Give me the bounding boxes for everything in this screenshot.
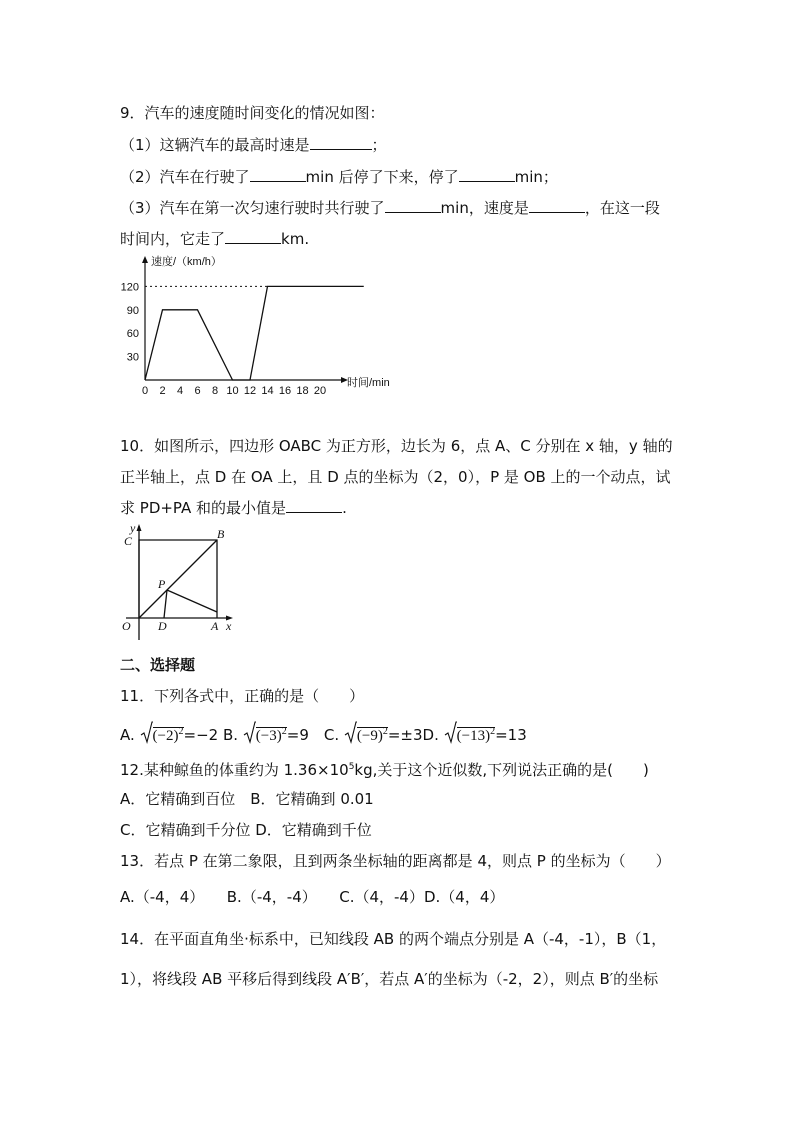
q13-stem: 13．若点 P 在第二象限，且到两条坐标轴的距离都是 4，则点 P 的坐标为（ ） bbox=[120, 852, 671, 870]
segment-pa bbox=[167, 590, 217, 612]
chart-series bbox=[145, 286, 364, 380]
q9-part1-text: （1）这辆汽车的最高时速是 bbox=[120, 136, 310, 154]
q9-blank-speed[interactable] bbox=[529, 198, 585, 213]
sqrt-icon bbox=[444, 720, 457, 752]
chart-x-tick-label: 20 bbox=[313, 385, 327, 397]
chart-x-tick-label: 2 bbox=[159, 385, 166, 397]
label-p: P bbox=[158, 577, 166, 591]
q9-part3-end: ，在这一段 bbox=[584, 199, 660, 217]
chart-x-axis-label: 时间/min bbox=[347, 377, 390, 389]
q10-line1: 10．如图所示，四边形 OABC 为正方形，边长为 6，点 A、C 分别在 x 轴，y 轴的 bbox=[120, 437, 673, 455]
q10-blank-answer[interactable] bbox=[286, 498, 342, 513]
sqrt-icon bbox=[140, 720, 153, 752]
q11-options bbox=[120, 719, 527, 745]
q11-stem: 11．下列各式中，正确的是（ ） bbox=[120, 687, 365, 705]
label-x: x bbox=[226, 619, 232, 633]
q12-exponent: 5 bbox=[348, 762, 355, 772]
chart-x-tick-label: 12 bbox=[243, 385, 257, 397]
q9-blank-distance[interactable] bbox=[225, 229, 281, 244]
q9-blank-drive-time[interactable] bbox=[250, 167, 306, 182]
chart-x-tick-label: 16 bbox=[278, 385, 292, 397]
q11-option-a-label: A. bbox=[120, 726, 135, 744]
q9-blank-stop-time[interactable] bbox=[459, 167, 515, 182]
q11-option-b-radicand bbox=[256, 727, 287, 744]
speed-time-chart bbox=[118, 252, 404, 400]
q11-a-exp: 2 bbox=[178, 726, 184, 737]
q10-line2: 正半轴上，点 D 在 OA 上，且 D 点的坐标为（2，0），P 是 OB 上的一个动点，试 bbox=[120, 468, 671, 486]
chart-speed-line bbox=[145, 286, 364, 380]
q10-line3 bbox=[120, 498, 347, 518]
q11-d-base: (−13) bbox=[456, 728, 491, 744]
q12-stem-text: 12.某种鲸鱼的体重约为 1.36×10 bbox=[120, 761, 349, 779]
q11-c-exp: 2 bbox=[382, 726, 388, 737]
label-o: O bbox=[122, 619, 131, 633]
label-c: C bbox=[124, 534, 133, 548]
q12-stem-end: kg,关于这个近似数,下列说法正确的是( ) bbox=[354, 761, 649, 779]
label-d: D bbox=[158, 619, 167, 633]
q11-option-a-radicand bbox=[153, 727, 184, 744]
chart-x-tick-label: 0 bbox=[141, 385, 149, 397]
q9-blank-uniform-time[interactable] bbox=[385, 198, 441, 213]
label-a: A bbox=[211, 619, 219, 633]
q11-d-exp: 2 bbox=[490, 726, 496, 737]
chart-y-tick-label: 60 bbox=[126, 328, 139, 341]
q9-part2-text: （2）汽车在行驶了 bbox=[120, 168, 250, 186]
q12-stem bbox=[120, 757, 649, 780]
q9-blank-max-speed[interactable] bbox=[310, 135, 372, 150]
q9-part2 bbox=[120, 167, 558, 187]
sqrt-icon bbox=[243, 720, 256, 752]
q9-part3-line2 bbox=[120, 229, 309, 249]
q9-part3-line2-text: 时间内，它走了 bbox=[120, 230, 226, 248]
chart-y-tick-label: 120 bbox=[120, 281, 139, 294]
q11-a-base: (−2) bbox=[152, 728, 179, 744]
chart-axes bbox=[142, 256, 348, 383]
chart-y-axis-label: 速度/（km/h） bbox=[151, 256, 222, 268]
chart-x-tick-label: 10 bbox=[226, 385, 239, 397]
q11-option-a-rest: =−2 B. bbox=[183, 726, 239, 744]
q9-stem: 9．汽车的速度随时间变化的情况如图： bbox=[120, 104, 385, 122]
q10-line3-end: . bbox=[342, 499, 347, 517]
q11-b-exp: 2 bbox=[281, 726, 287, 737]
label-b: B bbox=[217, 527, 225, 541]
q9-part3-line2-end: km. bbox=[281, 230, 310, 248]
q11-b-base: (−3) bbox=[255, 728, 282, 744]
square-oabc-figure bbox=[118, 520, 248, 642]
q9-part1-end: ； bbox=[371, 136, 387, 154]
q14-line1: 14．在平面直角坐·标系中，已知线段 AB 的两个端点分别是 A（-4，-1），B（1， bbox=[120, 930, 667, 948]
chart-y-arrow bbox=[142, 256, 148, 263]
chart-x-tick-label: 8 bbox=[211, 385, 219, 397]
label-y: y bbox=[130, 521, 136, 535]
y-arrow bbox=[137, 524, 142, 531]
q11-option-b-rest: =9 C. bbox=[286, 726, 340, 744]
q13-options: A.（-4，4） B.（-4，-4） C.（4，-4）D.（4，4） bbox=[120, 888, 505, 906]
chart-y-tick-label: 90 bbox=[126, 304, 139, 317]
chart-x-tick-label: 18 bbox=[296, 385, 309, 397]
q11-option-c-radicand bbox=[357, 727, 388, 744]
q12-options-ab: A．它精确到百位 B．它精确到 0.01 bbox=[120, 790, 374, 808]
q9-part3-mid: min，速度是 bbox=[440, 199, 529, 217]
q11-option-d-rest: =13 bbox=[495, 726, 527, 744]
q14-line2: 1），将线段 AB 平移后得到线段 A′B′，若点 A′的坐标为（-2，2），则点 B′的坐标 bbox=[120, 970, 659, 988]
q10-line3-text: 求 PD+PA 和的最小值是 bbox=[120, 499, 287, 517]
q9-part1 bbox=[120, 135, 387, 155]
q12-options-cd: C．它精确到千分位 D．它精确到千位 bbox=[120, 821, 372, 839]
q11-option-c-rest: =±3D. bbox=[387, 726, 439, 744]
q9-part3-text: （3）汽车在第一次匀速行驶时共行驶了 bbox=[120, 199, 385, 217]
chart-x-tick-label: 6 bbox=[194, 385, 201, 397]
segment-pd bbox=[164, 590, 167, 618]
sqrt-icon bbox=[344, 720, 357, 752]
q9-part2-end: min； bbox=[514, 168, 558, 186]
q11-c-base: (−9) bbox=[356, 728, 383, 744]
chart-x-tick-label: 4 bbox=[176, 385, 184, 397]
chart-x-tick-label: 14 bbox=[261, 385, 274, 397]
chart-y-tick-label: 30 bbox=[126, 351, 139, 364]
q9-part2-mid: min 后停了下来，停了 bbox=[305, 168, 459, 186]
section-heading: 二、选择题 bbox=[120, 656, 196, 674]
q9-part3 bbox=[120, 198, 660, 218]
q11-option-d-radicand bbox=[457, 727, 495, 744]
